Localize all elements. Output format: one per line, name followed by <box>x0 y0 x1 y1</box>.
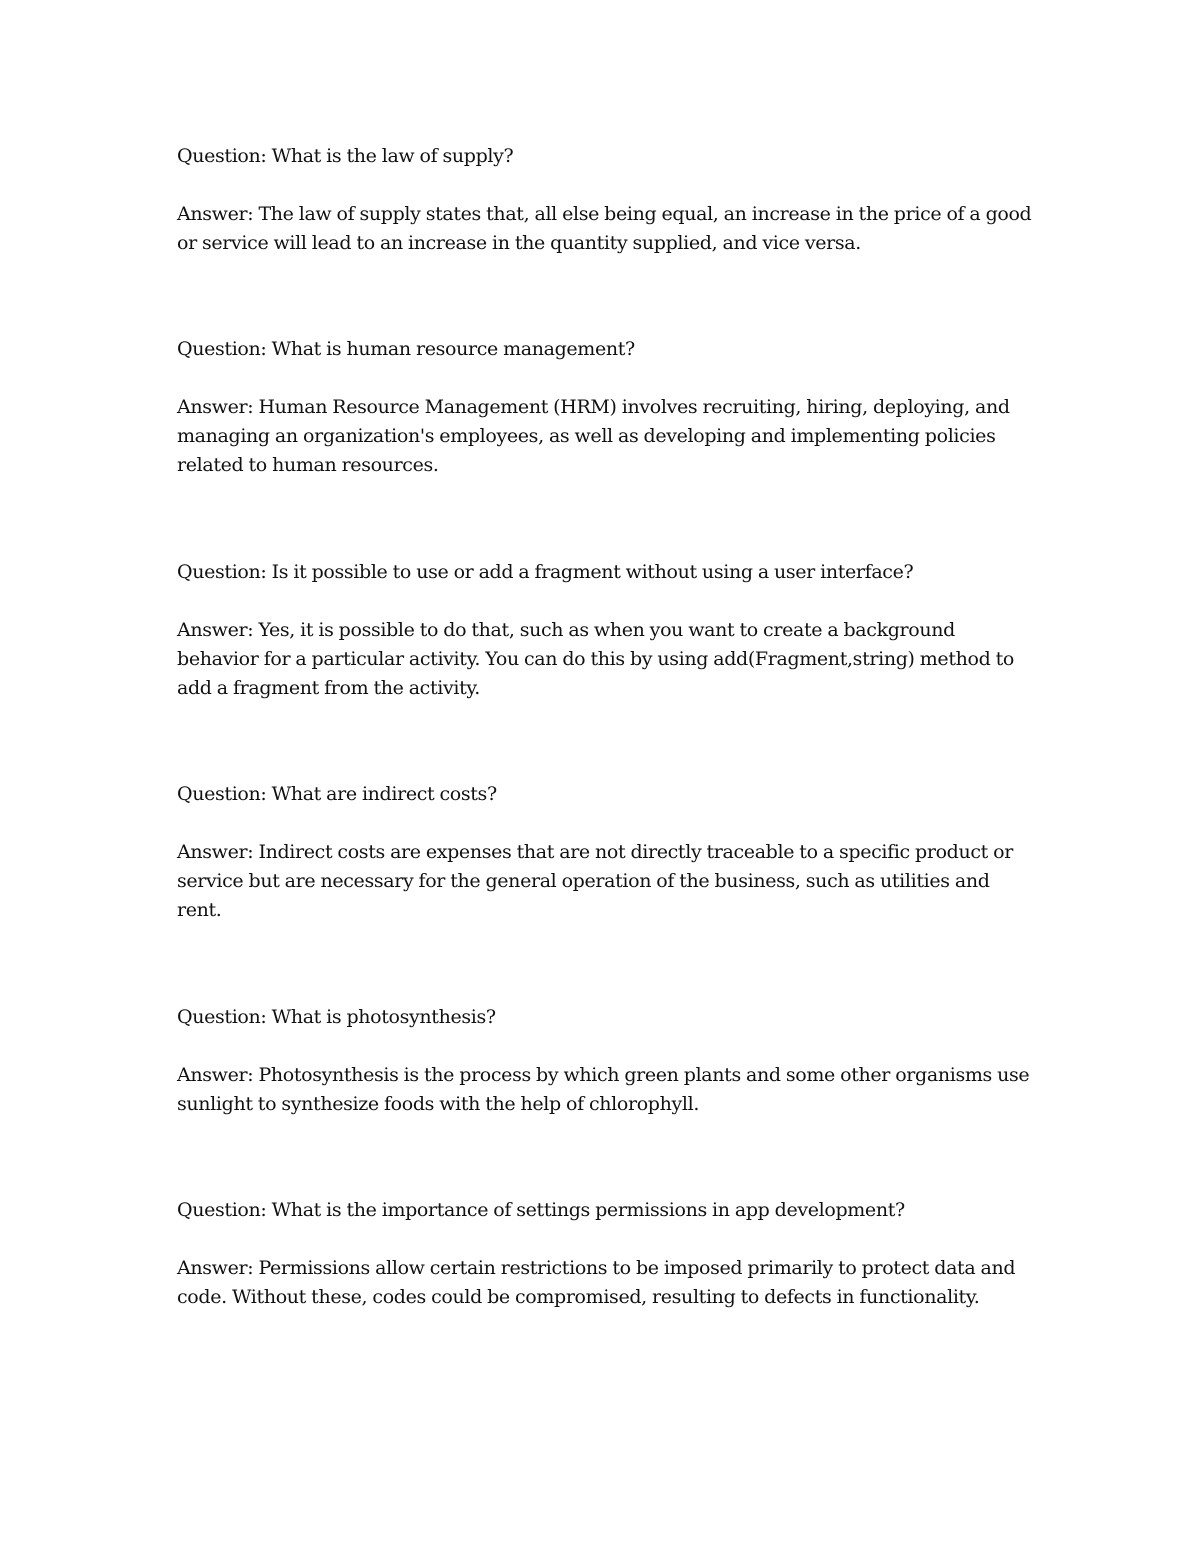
answer-line: Answer: Indirect costs are expenses that are not directly traceable to a specific product or <box>177 841 1013 863</box>
question-3 <box>177 558 1037 587</box>
answer-line: or service will lead to an increase in the quantity supplied, and vice versa. <box>177 232 861 254</box>
question-text: Question: What are indirect costs? <box>177 783 497 805</box>
question-1 <box>177 142 1037 171</box>
answer-line: related to human resources. <box>177 454 439 476</box>
answer-line: service but are necessary for the general operation of the business, such as utilities and <box>177 870 990 892</box>
answer-line: Answer: The law of supply states that, all else being equal, an increase in the price of a good <box>177 203 1032 225</box>
answer-1 <box>177 200 1037 258</box>
answer-line: managing an organization's employees, as well as developing and implementing policies <box>177 425 996 447</box>
question-text: Question: What is the importance of settings permissions in app development? <box>177 1199 905 1221</box>
answer-2 <box>177 393 1037 480</box>
answer-line: Answer: Permissions allow certain restrictions to be imposed primarily to protect data and <box>177 1257 1016 1279</box>
answer-6 <box>177 1254 1037 1312</box>
answer-4 <box>177 838 1037 925</box>
question-6 <box>177 1196 1037 1225</box>
answer-line: code. Without these, codes could be compromised, resulting to defects in functionality. <box>177 1286 980 1308</box>
question-4 <box>177 780 1037 809</box>
question-text: Question: What is human resource management? <box>177 338 635 360</box>
answer-5 <box>177 1061 1037 1119</box>
answer-line: Answer: Photosynthesis is the process by which green plants and some other organisms use <box>177 1064 1030 1086</box>
question-2 <box>177 335 1037 364</box>
question-text: Question: What is the law of supply? <box>177 145 514 167</box>
answer-line: behavior for a particular activity. You can do this by using add(Fragment,string) method to <box>177 648 1014 670</box>
answer-line: Answer: Yes, it is possible to do that, such as when you want to create a background <box>177 619 955 641</box>
question-5 <box>177 1003 1037 1032</box>
answer-line: sunlight to synthesize foods with the help of chlorophyll. <box>177 1093 700 1115</box>
answer-3 <box>177 616 1037 703</box>
answer-line: Answer: Human Resource Management (HRM) involves recruiting, hiring, deploying, and <box>177 396 1010 418</box>
question-text: Question: What is photosynthesis? <box>177 1006 496 1028</box>
answer-line: rent. <box>177 899 222 921</box>
answer-line: add a fragment from the activity. <box>177 677 480 699</box>
question-text: Question: Is it possible to use or add a fragment without using a user interface? <box>177 561 914 583</box>
